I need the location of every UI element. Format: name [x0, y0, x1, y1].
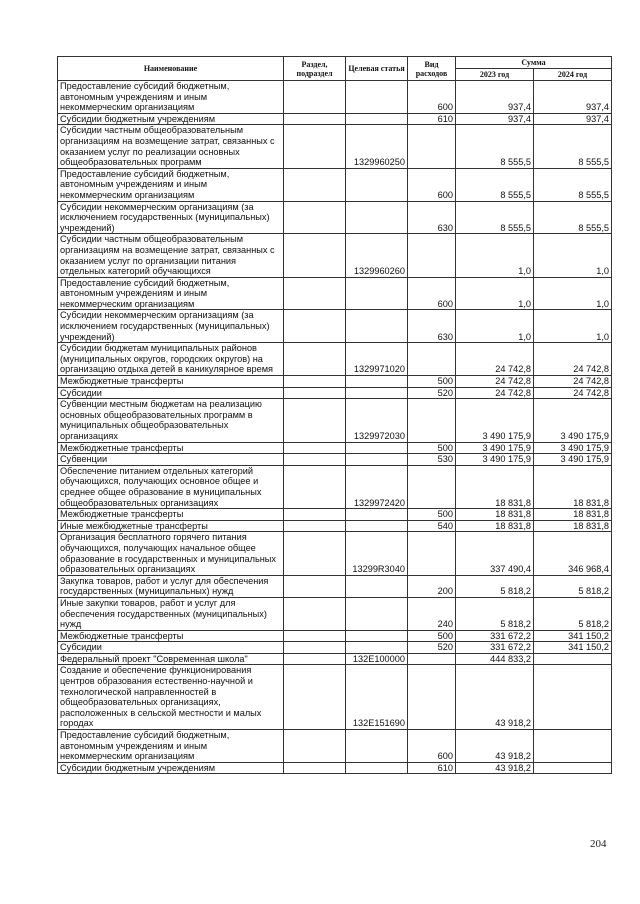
row-type-cell: 630: [408, 201, 456, 234]
row-section-cell: [284, 125, 346, 168]
row-section-cell: [284, 310, 346, 343]
row-sum-2024-cell: [534, 730, 612, 763]
header-section: Раздел, подраздел: [284, 57, 346, 81]
row-target-cell: [346, 630, 408, 642]
row-sum-2024-cell: 3 490 175,9: [534, 399, 612, 442]
row-name-cell: Обеспечение питанием отдельных категорий обучающихся, получающих основное общее и среднее общее образование в муниципальных общеобразовательных организациях: [58, 465, 284, 508]
row-target-cell: 1329971020: [346, 343, 408, 376]
row-sum-2023-cell: 8 555,5: [456, 201, 534, 234]
row-target-cell: [346, 81, 408, 114]
row-type-cell: 630: [408, 310, 456, 343]
header-name: Наименование: [58, 57, 284, 81]
row-target-cell: 1329960250: [346, 125, 408, 168]
header-type: Вид расходов: [408, 57, 456, 81]
row-sum-2023-cell: 43 918,2: [456, 665, 534, 730]
row-target-cell: 1329972030: [346, 399, 408, 442]
table-row: [58, 399, 612, 442]
row-sum-2024-cell: [534, 665, 612, 730]
row-sum-2023-cell: 18 831,8: [456, 465, 534, 508]
row-name-cell: Межбюджетные трансферты: [58, 376, 284, 388]
row-sum-2023-cell: 1,0: [456, 310, 534, 343]
table-row: [58, 665, 612, 730]
table-row: [58, 113, 612, 125]
table-row: [58, 376, 612, 388]
table-row: [58, 125, 612, 168]
row-type-cell: [408, 343, 456, 376]
row-section-cell: [284, 343, 346, 376]
row-sum-2023-cell: 337 490,4: [456, 532, 534, 575]
row-sum-2023-cell: 24 742,8: [456, 387, 534, 399]
table-row: [58, 575, 612, 597]
table-row: [58, 81, 612, 114]
row-type-cell: [408, 665, 456, 730]
row-sum-2023-cell: 331 672,2: [456, 642, 534, 654]
row-sum-2024-cell: 18 831,8: [534, 509, 612, 521]
row-type-cell: 610: [408, 113, 456, 125]
row-sum-2023-cell: 43 918,2: [456, 762, 534, 774]
row-name-cell: Субвенции местным бюджетам на реализацию основных общеобразовательных программ в муниципальных общеобразовательных организациях: [58, 399, 284, 442]
row-sum-2024-cell: 1,0: [534, 277, 612, 310]
row-target-cell: 13299R3040: [346, 532, 408, 575]
row-section-cell: [284, 113, 346, 125]
row-sum-2023-cell: 937,4: [456, 81, 534, 114]
row-name-cell: Субсидии: [58, 387, 284, 399]
row-type-cell: 600: [408, 81, 456, 114]
table-row: [58, 653, 612, 665]
table-row: [58, 520, 612, 532]
row-sum-2023-cell: 1,0: [456, 277, 534, 310]
row-type-cell: [408, 399, 456, 442]
row-sum-2024-cell: 8 555,5: [534, 168, 612, 201]
row-target-cell: [346, 762, 408, 774]
row-sum-2023-cell: 24 742,8: [456, 343, 534, 376]
row-sum-2023-cell: 18 831,8: [456, 520, 534, 532]
row-type-cell: 240: [408, 597, 456, 630]
table-row: [58, 465, 612, 508]
table-body: [58, 81, 612, 774]
row-name-cell: Субсидии: [58, 642, 284, 654]
row-name-cell: Субвенции: [58, 454, 284, 466]
row-type-cell: 500: [408, 630, 456, 642]
row-sum-2024-cell: 24 742,8: [534, 343, 612, 376]
row-section-cell: [284, 465, 346, 508]
row-sum-2024-cell: 346 968,4: [534, 532, 612, 575]
row-type-cell: 600: [408, 168, 456, 201]
row-name-cell: Субсидии некоммерческим организациям (за исключением государственных (муниципальных) учреждений): [58, 310, 284, 343]
row-target-cell: [346, 277, 408, 310]
row-name-cell: Закупка товаров, работ и услуг для обеспечения государственных (муниципальных) нужд: [58, 575, 284, 597]
row-type-cell: [408, 532, 456, 575]
row-sum-2024-cell: 937,4: [534, 113, 612, 125]
row-target-cell: [346, 387, 408, 399]
row-section-cell: [284, 630, 346, 642]
row-type-cell: 500: [408, 442, 456, 454]
row-target-cell: [346, 730, 408, 763]
row-type-cell: 200: [408, 575, 456, 597]
row-section-cell: [284, 730, 346, 763]
row-target-cell: [346, 168, 408, 201]
row-type-cell: 500: [408, 376, 456, 388]
table-row: [58, 630, 612, 642]
row-type-cell: 540: [408, 520, 456, 532]
row-sum-2024-cell: 24 742,8: [534, 387, 612, 399]
row-section-cell: [284, 399, 346, 442]
row-target-cell: [346, 520, 408, 532]
table-row: [58, 442, 612, 454]
table-row: [58, 730, 612, 763]
row-name-cell: Организация бесплатного горячего питания обучающихся, получающих начальное общее образование в государственных и муниципальных образовательных организациях: [58, 532, 284, 575]
row-type-cell: 600: [408, 730, 456, 763]
row-target-cell: [346, 575, 408, 597]
row-sum-2023-cell: 3 490 175,9: [456, 442, 534, 454]
table-row: [58, 310, 612, 343]
row-type-cell: 530: [408, 454, 456, 466]
row-section-cell: [284, 81, 346, 114]
row-target-cell: [346, 310, 408, 343]
row-target-cell: 1329960260: [346, 234, 408, 277]
row-sum-2024-cell: 1,0: [534, 310, 612, 343]
row-sum-2024-cell: 341 150,2: [534, 642, 612, 654]
row-name-cell: Предоставление субсидий бюджетным, автономным учреждениям и иным некоммерческим организациям: [58, 168, 284, 201]
header-sum: Сумма: [456, 57, 612, 69]
row-section-cell: [284, 762, 346, 774]
row-section-cell: [284, 520, 346, 532]
table-row: [58, 234, 612, 277]
table-row: [58, 762, 612, 774]
page-number: 204: [590, 838, 607, 850]
row-sum-2024-cell: 18 831,8: [534, 520, 612, 532]
row-name-cell: Предоставление субсидий бюджетным, автономным учреждениям и иным некоммерческим организациям: [58, 81, 284, 114]
row-name-cell: Субсидии частным общеобразовательным организациям на возмещение затрат, связанных с оказанием услуг по реализации основных общеобразовательных программ: [58, 125, 284, 168]
row-sum-2024-cell: 3 490 175,9: [534, 442, 612, 454]
table-row: [58, 509, 612, 521]
table-row: [58, 277, 612, 310]
row-name-cell: Субсидии бюджетным учреждениям: [58, 113, 284, 125]
row-section-cell: [284, 201, 346, 234]
header-year-2023: 2023 год: [456, 69, 534, 81]
row-name-cell: Межбюджетные трансферты: [58, 630, 284, 642]
row-sum-2023-cell: 331 672,2: [456, 630, 534, 642]
row-name-cell: Субсидии некоммерческим организациям (за исключением государственных (муниципальных) учреждений): [58, 201, 284, 234]
row-section-cell: [284, 442, 346, 454]
row-sum-2023-cell: 5 818,2: [456, 575, 534, 597]
row-section-cell: [284, 168, 346, 201]
table-row: [58, 387, 612, 399]
row-target-cell: [346, 442, 408, 454]
row-target-cell: [346, 642, 408, 654]
row-section-cell: [284, 653, 346, 665]
row-sum-2024-cell: 3 490 175,9: [534, 454, 612, 466]
row-name-cell: Предоставление субсидий бюджетным, автономным учреждениям и иным некоммерческим организациям: [58, 277, 284, 310]
row-sum-2023-cell: 444 833,2: [456, 653, 534, 665]
row-type-cell: 600: [408, 277, 456, 310]
row-name-cell: Создание и обеспечение функционирования центров образования естественно-научной и технологической направленностей в общеобразовательных организациях, расположенных в сельской местности и малых городах: [58, 665, 284, 730]
row-type-cell: 520: [408, 387, 456, 399]
row-target-cell: [346, 376, 408, 388]
row-type-cell: [408, 465, 456, 508]
table-row: [58, 532, 612, 575]
row-sum-2024-cell: 24 742,8: [534, 376, 612, 388]
row-target-cell: 132E100000: [346, 653, 408, 665]
budget-table: [57, 56, 612, 774]
row-sum-2024-cell: [534, 762, 612, 774]
row-sum-2023-cell: 1,0: [456, 234, 534, 277]
row-sum-2024-cell: 8 555,5: [534, 125, 612, 168]
row-target-cell: [346, 113, 408, 125]
row-target-cell: [346, 597, 408, 630]
row-section-cell: [284, 642, 346, 654]
row-sum-2024-cell: 1,0: [534, 234, 612, 277]
row-section-cell: [284, 532, 346, 575]
row-sum-2024-cell: 8 555,5: [534, 201, 612, 234]
row-section-cell: [284, 277, 346, 310]
row-name-cell: Межбюджетные трансферты: [58, 442, 284, 454]
table-row: [58, 168, 612, 201]
row-name-cell: Федеральный проект "Современная школа": [58, 653, 284, 665]
row-target-cell: [346, 509, 408, 521]
row-name-cell: Субсидии бюджетам муниципальных районов (муниципальных округов, городских округов) на организацию отдыха детей в каникулярное время: [58, 343, 284, 376]
row-section-cell: [284, 376, 346, 388]
row-sum-2024-cell: 5 818,2: [534, 597, 612, 630]
table-row: [58, 642, 612, 654]
row-sum-2023-cell: 43 918,2: [456, 730, 534, 763]
row-name-cell: Межбюджетные трансферты: [58, 509, 284, 521]
row-section-cell: [284, 597, 346, 630]
row-section-cell: [284, 509, 346, 521]
row-section-cell: [284, 575, 346, 597]
row-sum-2023-cell: 18 831,8: [456, 509, 534, 521]
row-sum-2023-cell: 8 555,5: [456, 125, 534, 168]
row-name-cell: Предоставление субсидий бюджетным, автономным учреждениям и иным некоммерческим организациям: [58, 730, 284, 763]
row-sum-2024-cell: 341 150,2: [534, 630, 612, 642]
row-sum-2023-cell: 3 490 175,9: [456, 454, 534, 466]
row-section-cell: [284, 387, 346, 399]
row-section-cell: [284, 454, 346, 466]
row-target-cell: 132E151690: [346, 665, 408, 730]
table-row: [58, 343, 612, 376]
table-row: [58, 454, 612, 466]
row-section-cell: [284, 665, 346, 730]
row-target-cell: [346, 201, 408, 234]
table-row: [58, 597, 612, 630]
table-row: [58, 201, 612, 234]
row-target-cell: 1329972420: [346, 465, 408, 508]
row-type-cell: [408, 125, 456, 168]
row-sum-2024-cell: 5 818,2: [534, 575, 612, 597]
row-sum-2024-cell: [534, 653, 612, 665]
row-sum-2023-cell: 937,4: [456, 113, 534, 125]
row-type-cell: 500: [408, 509, 456, 521]
row-type-cell: 610: [408, 762, 456, 774]
row-name-cell: Субсидии частным общеобразовательным организациям на возмещение затрат, связанных с оказанием услуг по организации питания отдельных категорий обучающихся: [58, 234, 284, 277]
row-type-cell: [408, 234, 456, 277]
row-sum-2023-cell: 24 742,8: [456, 376, 534, 388]
row-target-cell: [346, 454, 408, 466]
row-type-cell: [408, 653, 456, 665]
row-sum-2023-cell: 3 490 175,9: [456, 399, 534, 442]
row-type-cell: 520: [408, 642, 456, 654]
row-sum-2023-cell: 8 555,5: [456, 168, 534, 201]
row-sum-2024-cell: 18 831,8: [534, 465, 612, 508]
header-year-2024: 2024 год: [534, 69, 612, 81]
row-name-cell: Иные закупки товаров, работ и услуг для обеспечения государственных (муниципальных) нужд: [58, 597, 284, 630]
row-name-cell: Иные межбюджетные трансферты: [58, 520, 284, 532]
row-section-cell: [284, 234, 346, 277]
row-sum-2023-cell: 5 818,2: [456, 597, 534, 630]
row-name-cell: Субсидии бюджетным учреждениям: [58, 762, 284, 774]
row-sum-2024-cell: 937,4: [534, 81, 612, 114]
header-target: Целевая статья: [346, 57, 408, 81]
